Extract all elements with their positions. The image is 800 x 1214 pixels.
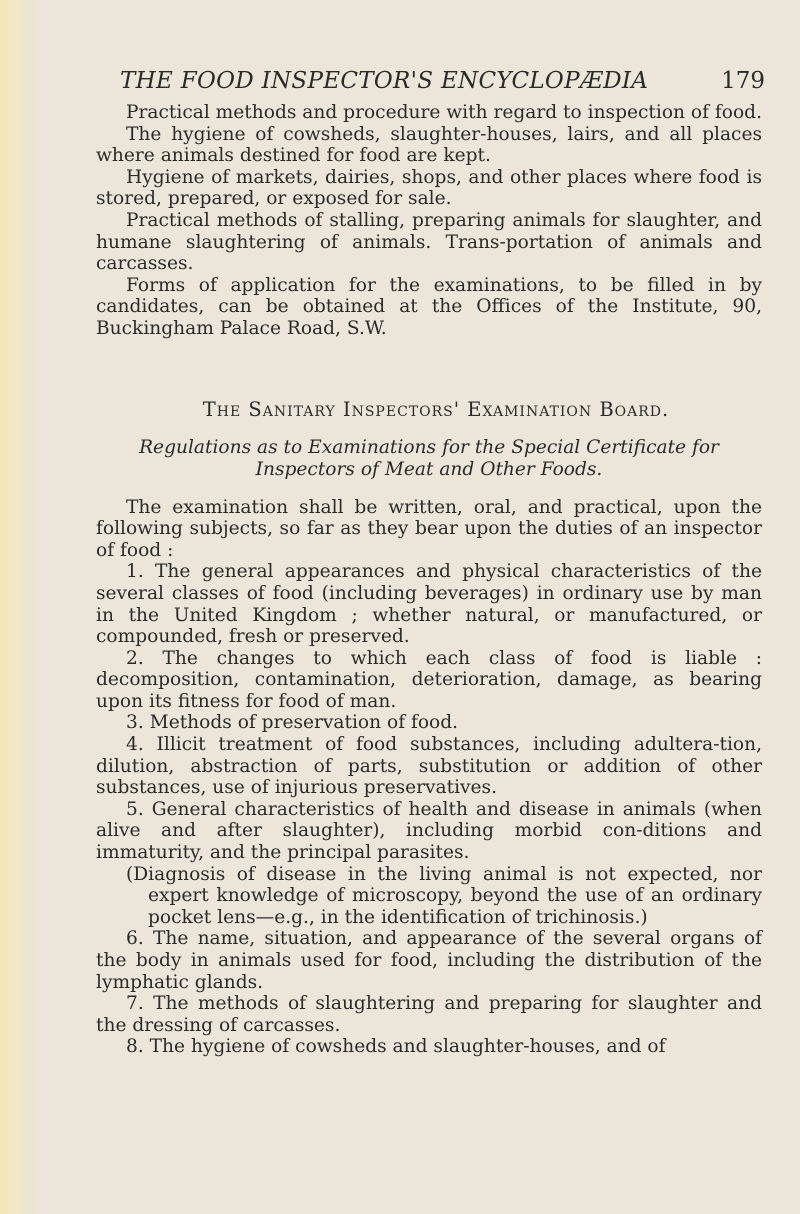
list-item: 5. General characteristics of health and disease in animals (when alive and after slaughter), including morbid con-ditions and immaturity, and the principal parasites. <box>96 798 762 864</box>
list-item: 7. The methods of slaughtering and preparing for slaughter and the dressing of carcasses. <box>96 993 762 1036</box>
list-item: 2. The changes to which each class of food is liable : decomposition, contamination, deterioration, damage, as bearing upon its fitness for food of man. <box>96 647 762 712</box>
book-page <box>96 68 765 1058</box>
running-head: THE FOOD INSPECTOR'S ENCYCLOPÆDIA <box>120 68 649 94</box>
list-item: 1. The general appearances and physical characteristics of the several classes of food (including beverages) in ordinary use by man in the United Kingdom ; whether natural, or manufactured, or compounded, fresh or preserved. <box>96 561 762 648</box>
intro-paragraph: Practical methods and procedure with regard to inspection of food. <box>126 102 762 123</box>
examination-board-section <box>96 398 762 1058</box>
book-spine-edge <box>0 0 34 1214</box>
intro-paragraph: Practical methods of stalling, preparing animals for slaughter, and humane slaughtering of animals. Trans-portation of animals and carcasses. <box>96 209 762 275</box>
intro-paragraph: The hygiene of cowsheds, slaughter-houses, lairs, and all places where animals destined for food are kept. <box>96 123 762 167</box>
page-header <box>120 68 765 94</box>
list-item: 8. The hygiene of cowsheds and slaughter-houses, and of <box>126 1036 666 1058</box>
intro-paragraph: Forms of application for the examinations, to be filled in by candidates, can be obtained at the Offices of the Institute, 90, Buckingham Palace Road, S.W. <box>96 274 762 339</box>
intro-paragraph: Hygiene of markets, dairies, shops, and other places where food is stored, prepared, or exposed for sale. <box>96 166 762 210</box>
parenthetical-note: (Diagnosis of disease in the living animal is not expected, nor expert knowledge of microscopy, beyond the use of an ordinary pocket lens—e.g., in the identification of trichinosis.) <box>126 863 762 928</box>
section-subtitle: Regulations as to Examinations for the Special Certificate for Inspectors of Meat and Other Foods. <box>139 436 719 480</box>
page-number: 179 <box>721 68 765 94</box>
list-item: 4. Illicit treatment of food substances, including adultera-tion, dilution, abstraction of parts, substitution or addition of other substances, use of injurious preservatives. <box>96 734 762 799</box>
section-title: The Sanitary Inspectors' Examination Board. <box>202 397 670 421</box>
list-item: 6. The name, situation, and appearance of the several organs of the body in animals used for food, including the distribution of the lymphatic glands. <box>96 928 762 993</box>
list-item: 3. Methods of preservation of food. <box>126 712 459 734</box>
body-paragraph: The examination shall be written, oral, and practical, upon the following subjects, so far as they bear upon the duties of an inspector of food : <box>96 496 762 561</box>
intro-block <box>96 102 762 340</box>
